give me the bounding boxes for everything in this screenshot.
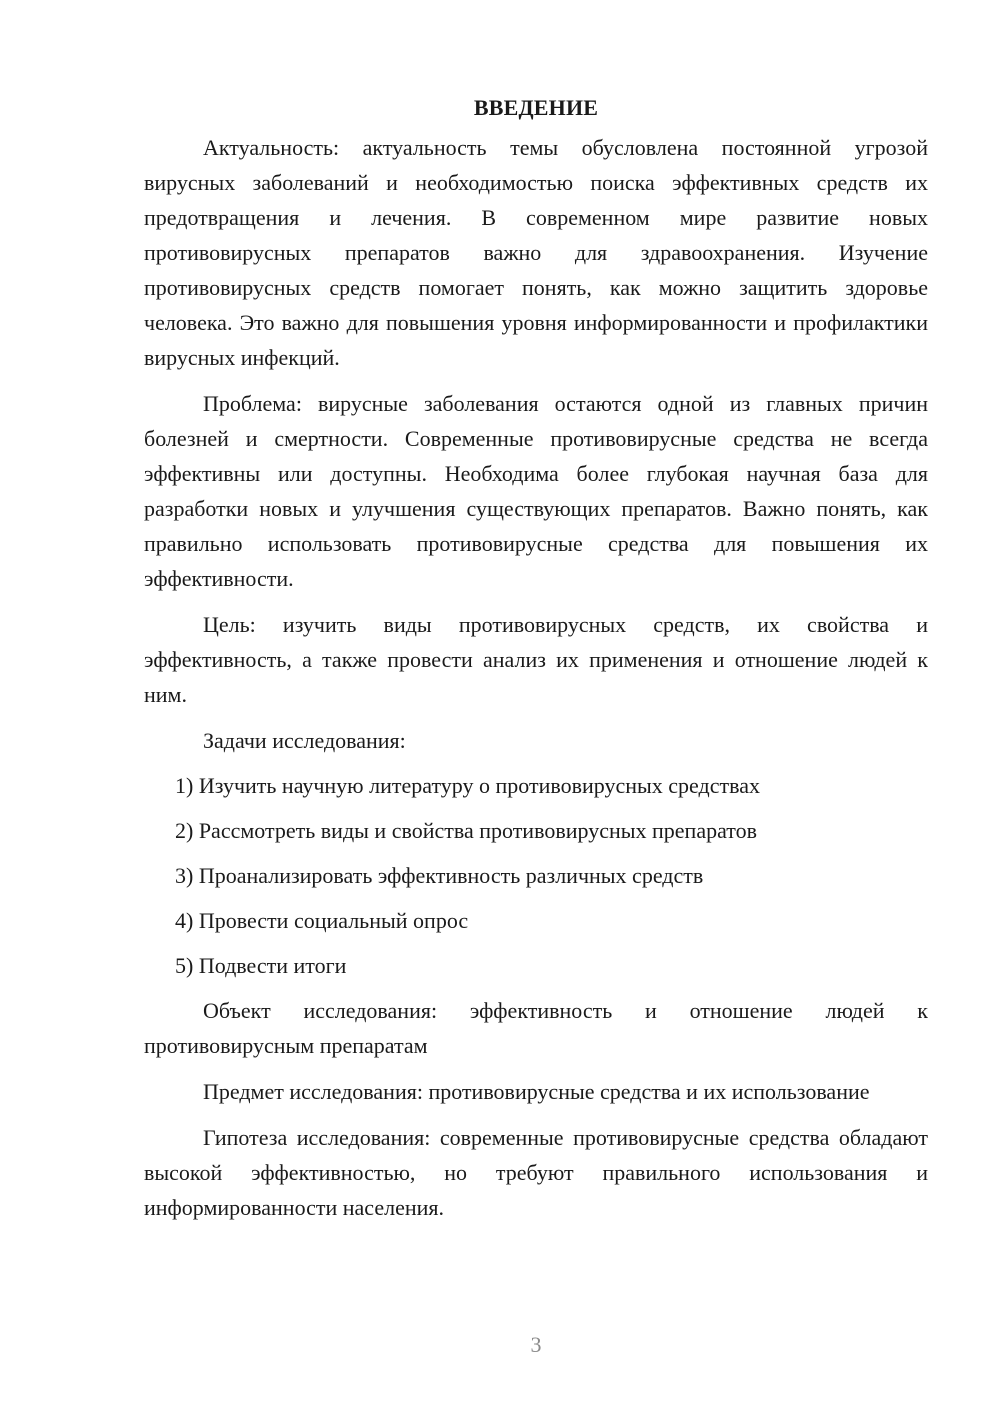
relevance-paragraph: Актуальность: актуальность темы обусловлена постоянной угрозой вирусных заболеваний и необходимостью поиска эффективных средств их предотвращения и лечения. В современном мире развитие новых противовирусных препаратов важно для здравоохранения. Изучение противовирусных средств помогает понять, как можно защитить здоровье человека. Это важно для повышения уровня информированности и профилактики вирусных инфекций. [144,135,928,370]
goal-paragraph: Цель: изучить виды противовирусных средств, их свойства и эффективность, а также провести анализ их применения и отношение людей к ним. [144,612,928,707]
subject-paragraph: Предмет исследования: противовирусные средства и их использование [203,1079,870,1104]
task-item: 4) Провести социальный опрос [175,908,469,933]
tasks-heading: Задачи исследования: [203,728,406,753]
tasks-list [144,768,928,983]
problem-paragraph: Проблема: вирусные заболевания остаются одной из главных причин болезней и смертности. Современные противовирусные средства не всегда эффективны или доступны. Необходима более глубокая научная база для разработки новых и улучшения существующих препаратов. Важно понять, как правильно использовать противовирусные средства для повышения их эффективности. [144,391,928,591]
section-title: ВВЕДЕНИЕ [473,95,599,120]
task-item: 3) Проанализировать эффективность различных средств [175,863,704,888]
page-number: 3 [530,1332,542,1357]
document-page [144,90,928,1236]
hypothesis-paragraph: Гипотеза исследования: современные противовирусные средства обладают высокой эффективностью, но требуют правильного использования и информированности населения. [144,1125,928,1220]
task-item: 2) Рассмотреть виды и свойства противовирусных препаратов [175,818,757,843]
task-item: 5) Подвести итоги [175,953,347,978]
task-item: 1) Изучить научную литературу о противовирусных средствах [175,773,760,798]
object-paragraph: Объект исследования: эффективность и отношение людей к противовирусным препаратам [144,998,928,1058]
